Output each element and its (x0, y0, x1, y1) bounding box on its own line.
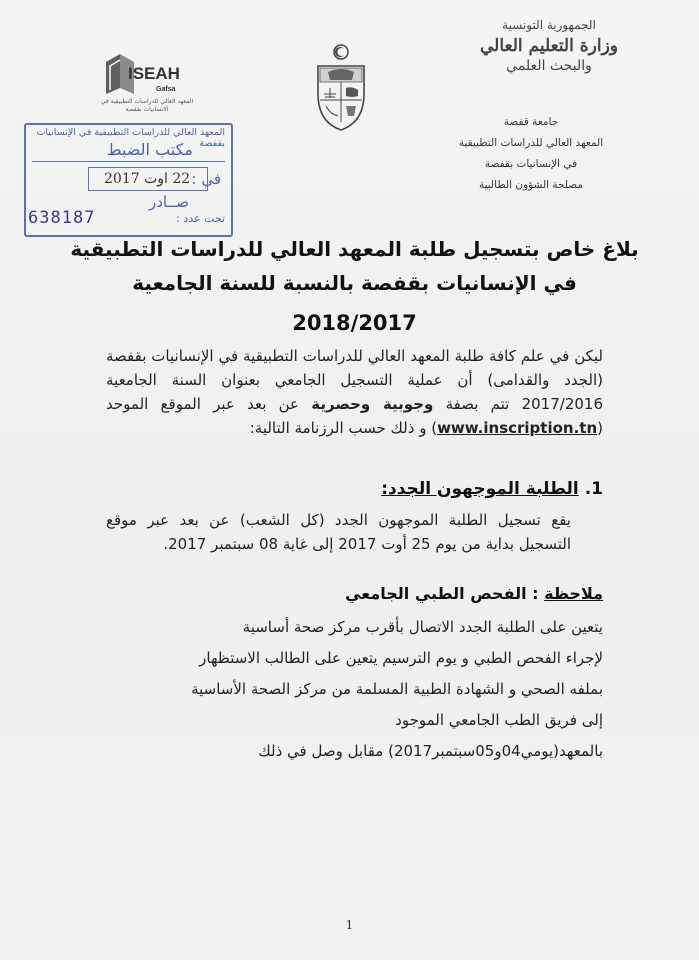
intro-text-3: ) و ذلك حسب الرزنامة التالية: (249, 419, 438, 437)
section-1-number: 1. (584, 479, 603, 499)
section-1-title: الطلبة الموجهون الجدد: (381, 479, 579, 499)
service-name: مصلحة الشؤون الطالبية (478, 179, 584, 191)
intro-paragraph (106, 344, 603, 440)
title-year: 2018/2017 (292, 311, 417, 335)
intro-text-1: ليكن في علم كافة طلبة المعهد العالي للدراسات التطبيقية في الإنسانيات بقفصة (الجدد والقدامى) أن عملية التسجيل الجامعي بعنوان السنة الجامعية 2017/2016 تتم بصفة (106, 347, 603, 413)
document-title (40, 232, 669, 340)
page-number: 1 (345, 918, 354, 932)
note-colon: : (526, 584, 545, 603)
institute-name: المعهد العالي للدراسات التطبيقية (458, 137, 604, 149)
logo-caption: المعهد العالي للدراسات التطبيقية في الانسانيات بقفصة (100, 98, 194, 113)
institute-city: في الإنسانيات بقفصة (484, 158, 578, 170)
ministry-header (459, 18, 639, 74)
note-line: يتعين على الطلبة الجدد الاتصال بأقرب مركز صحة أساسية (242, 618, 603, 636)
intro-emphasis: وجوبية وحصرية (311, 395, 434, 413)
section-1-text: يقع تسجيل الطلبة الموجهون الجدد (كل الشعب) عن بعد عبر موقع التسجيل بداية من يوم 25 أوت 2017 إلى غاية 08 سبتمبر 2017. (106, 511, 571, 553)
note-line: بملفه الصحي و الشهادة الطبية المسلمة من مركز الصحة الأساسية (191, 680, 603, 698)
logo-city: Gafsa (156, 86, 176, 93)
university-name: جامعة قفصة (503, 116, 559, 128)
tunisia-coat-of-arms-icon (308, 42, 374, 134)
stamp-outgoing: صــادر (148, 193, 189, 211)
title-line-2: في الإنسانيات بقفصة بالنسبة للسنة الجامعية (132, 271, 577, 295)
stamp-institute: المعهد العالي للدراسات التطبيقية في الإنسانيات بقفصة (36, 127, 225, 149)
ministry-name: وزارة التعليم العالي (479, 36, 619, 56)
note-label: ملاحظة (544, 584, 603, 603)
note-title: الفحص الطبي الجامعي (345, 584, 527, 603)
note-text (100, 612, 603, 767)
title-line-1: بلاغ خاص بتسجيل طلبة المعهد العالي للدراسات التطبيقية (70, 237, 639, 261)
stamp-in-label: في : (191, 170, 221, 188)
section-1-heading (106, 479, 603, 499)
stamp-date: 22 اوت 2017 (104, 171, 191, 187)
note-line: لإجراء الفحص الطبي و يوم الترسيم يتعين على الطالب الاستظهار (199, 649, 603, 667)
handwritten-reference-number: 638187 (28, 208, 96, 228)
logo-name: ISEAH (128, 64, 180, 83)
stamp-divider (32, 161, 225, 162)
intro-text-2: عن بعد عبر الموقع الموحد ( (106, 395, 603, 437)
institution-header (431, 112, 631, 196)
note-heading (106, 584, 603, 603)
stamp-number-label: تحت عدد : (176, 212, 225, 225)
note-line: إلى فريق الطب الجامعي الموجود (395, 711, 603, 729)
stamp-office: مكتب الضبط (106, 140, 193, 159)
note-line: بالمعهد(يومي04و05سبتمبر2017) مقابل وصل في ذلك (258, 742, 603, 760)
ministry-name-2: والبحث العلمي (506, 58, 592, 74)
registration-site-link[interactable]: www.inscription.tn (437, 419, 598, 437)
republic-label: الجمهورية التونسية (502, 18, 596, 32)
iseah-logo (100, 50, 194, 130)
